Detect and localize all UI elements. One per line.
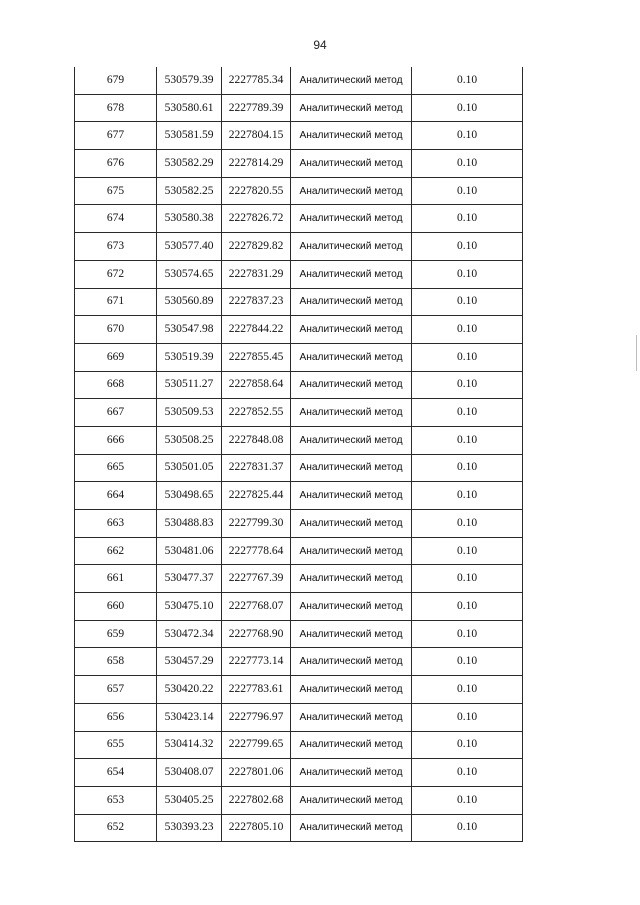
accuracy-cell: 0.10 [412, 814, 523, 842]
accuracy-cell: 0.10 [412, 703, 523, 731]
y-coordinate-cell: 2227858.64 [222, 371, 291, 399]
point-number-cell: 675 [75, 177, 157, 205]
x-coordinate-cell: 530580.38 [157, 205, 222, 233]
x-coordinate-cell: 530501.05 [157, 454, 222, 482]
x-coordinate-cell: 530423.14 [157, 703, 222, 731]
point-number-cell: 657 [75, 676, 157, 704]
accuracy-cell: 0.10 [412, 205, 523, 233]
accuracy-cell: 0.10 [412, 648, 523, 676]
point-number-cell: 659 [75, 620, 157, 648]
method-cell: Аналитический метод [291, 482, 412, 510]
y-coordinate-cell: 2227796.97 [222, 703, 291, 731]
x-coordinate-cell: 530577.40 [157, 233, 222, 261]
point-number-cell: 663 [75, 510, 157, 538]
table-row [75, 537, 523, 565]
x-coordinate-cell: 530477.37 [157, 565, 222, 593]
x-coordinate-cell: 530582.29 [157, 150, 222, 178]
table-row [75, 177, 523, 205]
coordinates-table-body [75, 67, 523, 842]
accuracy-cell: 0.10 [412, 482, 523, 510]
accuracy-cell: 0.10 [412, 676, 523, 704]
method-cell: Аналитический метод [291, 731, 412, 759]
method-cell: Аналитический метод [291, 177, 412, 205]
x-coordinate-cell: 530581.59 [157, 122, 222, 150]
point-number-cell: 660 [75, 593, 157, 621]
x-coordinate-cell: 530488.83 [157, 510, 222, 538]
x-coordinate-cell: 530475.10 [157, 593, 222, 621]
accuracy-cell: 0.10 [412, 288, 523, 316]
accuracy-cell: 0.10 [412, 343, 523, 371]
y-coordinate-cell: 2227831.29 [222, 260, 291, 288]
accuracy-cell: 0.10 [412, 454, 523, 482]
table-row [75, 482, 523, 510]
point-number-cell: 652 [75, 814, 157, 842]
x-coordinate-cell: 530574.65 [157, 260, 222, 288]
y-coordinate-cell: 2227801.06 [222, 759, 291, 787]
point-number-cell: 676 [75, 150, 157, 178]
accuracy-cell: 0.10 [412, 426, 523, 454]
method-cell: Аналитический метод [291, 122, 412, 150]
x-coordinate-cell: 530560.89 [157, 288, 222, 316]
point-number-cell: 677 [75, 122, 157, 150]
y-coordinate-cell: 2227820.55 [222, 177, 291, 205]
point-number-cell: 671 [75, 288, 157, 316]
accuracy-cell: 0.10 [412, 371, 523, 399]
y-coordinate-cell: 2227799.30 [222, 510, 291, 538]
point-number-cell: 678 [75, 94, 157, 122]
point-number-cell: 672 [75, 260, 157, 288]
accuracy-cell: 0.10 [412, 177, 523, 205]
point-number-cell: 674 [75, 205, 157, 233]
method-cell: Аналитический метод [291, 620, 412, 648]
table-row [75, 676, 523, 704]
y-coordinate-cell: 2227831.37 [222, 454, 291, 482]
point-number-cell: 653 [75, 786, 157, 814]
method-cell: Аналитический метод [291, 399, 412, 427]
point-number-cell: 655 [75, 731, 157, 759]
table-row [75, 426, 523, 454]
table-row [75, 703, 523, 731]
x-coordinate-cell: 530408.07 [157, 759, 222, 787]
y-coordinate-cell: 2227773.14 [222, 648, 291, 676]
table-row [75, 288, 523, 316]
point-number-cell: 665 [75, 454, 157, 482]
method-cell: Аналитический метод [291, 316, 412, 344]
method-cell: Аналитический метод [291, 205, 412, 233]
y-coordinate-cell: 2227825.44 [222, 482, 291, 510]
x-coordinate-cell: 530580.61 [157, 94, 222, 122]
method-cell: Аналитический метод [291, 537, 412, 565]
table-row [75, 371, 523, 399]
table-row [75, 67, 523, 94]
method-cell: Аналитический метод [291, 260, 412, 288]
method-cell: Аналитический метод [291, 67, 412, 94]
table-row [75, 454, 523, 482]
method-cell: Аналитический метод [291, 288, 412, 316]
table-row [75, 260, 523, 288]
accuracy-cell: 0.10 [412, 731, 523, 759]
accuracy-cell: 0.10 [412, 233, 523, 261]
method-cell: Аналитический метод [291, 150, 412, 178]
table-row [75, 233, 523, 261]
y-coordinate-cell: 2227768.90 [222, 620, 291, 648]
accuracy-cell: 0.10 [412, 67, 523, 94]
method-cell: Аналитический метод [291, 510, 412, 538]
x-coordinate-cell: 530579.39 [157, 67, 222, 94]
accuracy-cell: 0.10 [412, 759, 523, 787]
x-coordinate-cell: 530547.98 [157, 316, 222, 344]
table-row [75, 94, 523, 122]
accuracy-cell: 0.10 [412, 122, 523, 150]
x-coordinate-cell: 530420.22 [157, 676, 222, 704]
method-cell: Аналитический метод [291, 593, 412, 621]
y-coordinate-cell: 2227789.39 [222, 94, 291, 122]
scan-artifact-mark [636, 335, 637, 371]
y-coordinate-cell: 2227785.34 [222, 67, 291, 94]
method-cell: Аналитический метод [291, 648, 412, 676]
x-coordinate-cell: 530511.27 [157, 371, 222, 399]
point-number-cell: 679 [75, 67, 157, 94]
table-row [75, 343, 523, 371]
table-row [75, 648, 523, 676]
y-coordinate-cell: 2227829.82 [222, 233, 291, 261]
point-number-cell: 664 [75, 482, 157, 510]
table-row [75, 565, 523, 593]
y-coordinate-cell: 2227804.15 [222, 122, 291, 150]
point-number-cell: 673 [75, 233, 157, 261]
accuracy-cell: 0.10 [412, 260, 523, 288]
table-row [75, 205, 523, 233]
method-cell: Аналитический метод [291, 454, 412, 482]
table-row [75, 122, 523, 150]
table-row [75, 620, 523, 648]
method-cell: Аналитический метод [291, 565, 412, 593]
y-coordinate-cell: 2227778.64 [222, 537, 291, 565]
x-coordinate-cell: 530519.39 [157, 343, 222, 371]
method-cell: Аналитический метод [291, 786, 412, 814]
accuracy-cell: 0.10 [412, 399, 523, 427]
x-coordinate-cell: 530508.25 [157, 426, 222, 454]
accuracy-cell: 0.10 [412, 316, 523, 344]
x-coordinate-cell: 530405.25 [157, 786, 222, 814]
point-number-cell: 654 [75, 759, 157, 787]
page-number: 94 [313, 38, 327, 52]
point-number-cell: 669 [75, 343, 157, 371]
method-cell: Аналитический метод [291, 94, 412, 122]
table-row [75, 399, 523, 427]
x-coordinate-cell: 530481.06 [157, 537, 222, 565]
y-coordinate-cell: 2227767.39 [222, 565, 291, 593]
x-coordinate-cell: 530393.23 [157, 814, 222, 842]
method-cell: Аналитический метод [291, 814, 412, 842]
x-coordinate-cell: 530472.34 [157, 620, 222, 648]
table-row [75, 814, 523, 842]
x-coordinate-cell: 530509.53 [157, 399, 222, 427]
accuracy-cell: 0.10 [412, 620, 523, 648]
method-cell: Аналитический метод [291, 426, 412, 454]
y-coordinate-cell: 2227805.10 [222, 814, 291, 842]
accuracy-cell: 0.10 [412, 510, 523, 538]
y-coordinate-cell: 2227855.45 [222, 343, 291, 371]
point-number-cell: 666 [75, 426, 157, 454]
table-row [75, 731, 523, 759]
method-cell: Аналитический метод [291, 676, 412, 704]
x-coordinate-cell: 530582.25 [157, 177, 222, 205]
y-coordinate-cell: 2227802.68 [222, 786, 291, 814]
accuracy-cell: 0.10 [412, 537, 523, 565]
point-number-cell: 662 [75, 537, 157, 565]
x-coordinate-cell: 530457.29 [157, 648, 222, 676]
table-row [75, 150, 523, 178]
x-coordinate-cell: 530498.65 [157, 482, 222, 510]
table-row [75, 759, 523, 787]
point-number-cell: 658 [75, 648, 157, 676]
accuracy-cell: 0.10 [412, 565, 523, 593]
point-number-cell: 668 [75, 371, 157, 399]
y-coordinate-cell: 2227852.55 [222, 399, 291, 427]
method-cell: Аналитический метод [291, 371, 412, 399]
accuracy-cell: 0.10 [412, 786, 523, 814]
method-cell: Аналитический метод [291, 759, 412, 787]
table-row [75, 316, 523, 344]
y-coordinate-cell: 2227837.23 [222, 288, 291, 316]
point-number-cell: 661 [75, 565, 157, 593]
y-coordinate-cell: 2227814.29 [222, 150, 291, 178]
table-row [75, 786, 523, 814]
method-cell: Аналитический метод [291, 343, 412, 371]
point-number-cell: 670 [75, 316, 157, 344]
y-coordinate-cell: 2227768.07 [222, 593, 291, 621]
y-coordinate-cell: 2227848.08 [222, 426, 291, 454]
x-coordinate-cell: 530414.32 [157, 731, 222, 759]
y-coordinate-cell: 2227783.61 [222, 676, 291, 704]
method-cell: Аналитический метод [291, 233, 412, 261]
y-coordinate-cell: 2227826.72 [222, 205, 291, 233]
accuracy-cell: 0.10 [412, 94, 523, 122]
y-coordinate-cell: 2227799.65 [222, 731, 291, 759]
point-number-cell: 667 [75, 399, 157, 427]
method-cell: Аналитический метод [291, 703, 412, 731]
y-coordinate-cell: 2227844.22 [222, 316, 291, 344]
point-number-cell: 656 [75, 703, 157, 731]
accuracy-cell: 0.10 [412, 150, 523, 178]
accuracy-cell: 0.10 [412, 593, 523, 621]
coordinates-table [74, 67, 523, 842]
table-row [75, 593, 523, 621]
table-row [75, 510, 523, 538]
